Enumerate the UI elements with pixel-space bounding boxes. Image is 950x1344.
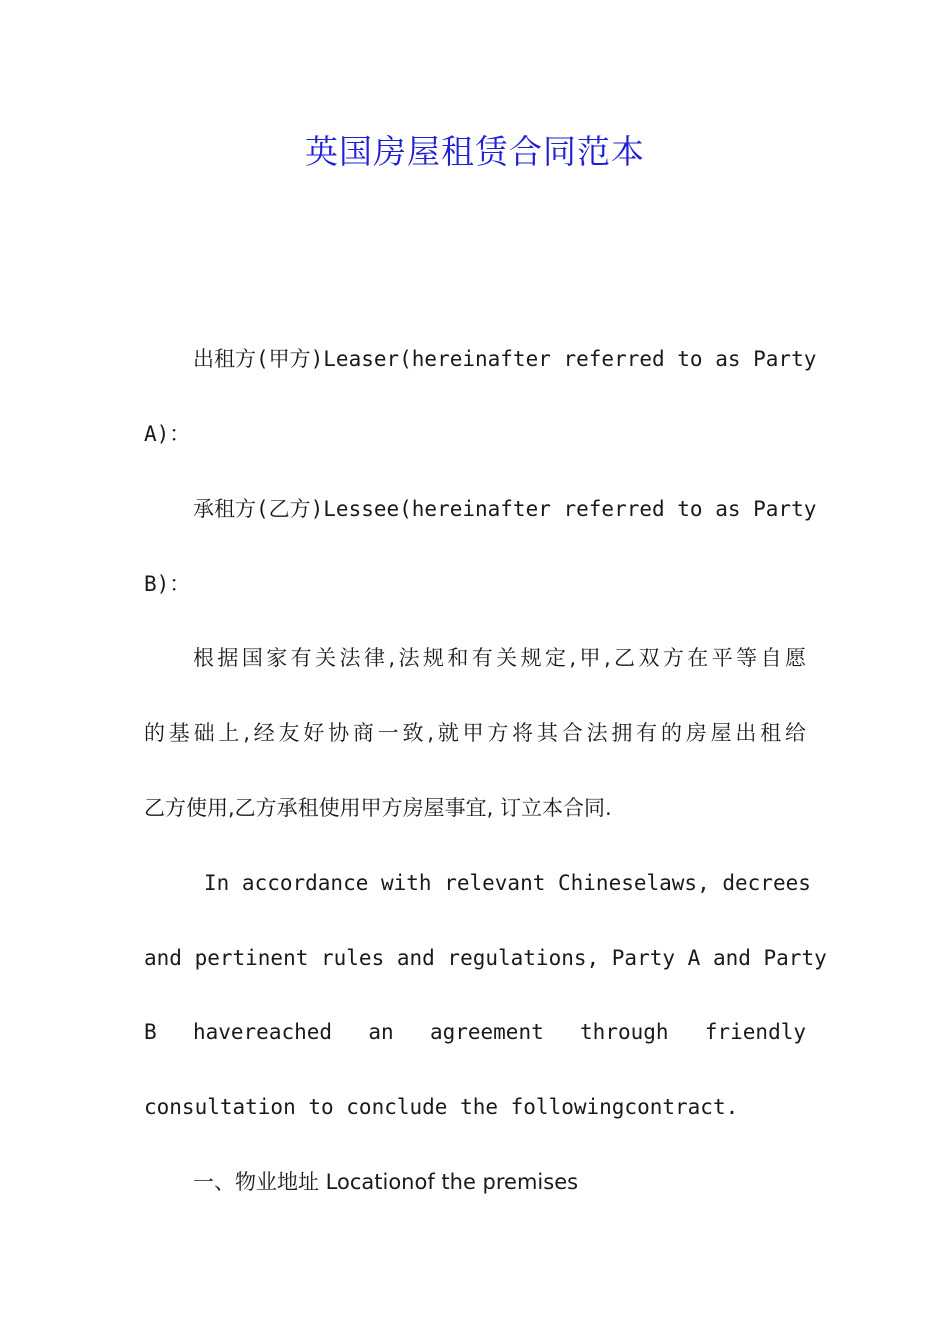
paragraph-line-1: 出租方(甲方)Leaser(hereinafter referred to as Party [193,347,817,371]
paragraph-line-9: and pertinent rules and regulations, Party A and Party [144,946,827,970]
paragraph-line-6: 的基础上,经友好协商一致,就甲方将其合法拥有的房屋出租给 [144,721,806,745]
paragraph-line-2: A)： [144,422,191,446]
paragraph-line-10: B havereached an agreement through friendly [144,1020,806,1044]
document-title: 英国房屋租赁合同范本 [305,132,645,171]
paragraph-line-4: B)： [144,572,191,596]
paragraph-line-3: 承租方(乙方)Lessee(hereinafter referred to as Party [193,497,817,521]
paragraph-line-8: In accordance with relevant Chineselaws, decrees [204,871,811,895]
paragraph-line-11: consultation to conclude the followingcontract. [144,1095,739,1119]
section-heading-location: 一、物业地址 Locationof the premises [193,1170,579,1194]
paragraph-line-7: 乙方使用,乙方承租使用甲方房屋事宜, 订立本合同. [144,796,612,820]
paragraph-line-5: 根据国家有关法律,法规和有关规定,甲,乙双方在平等自愿 [193,646,806,670]
